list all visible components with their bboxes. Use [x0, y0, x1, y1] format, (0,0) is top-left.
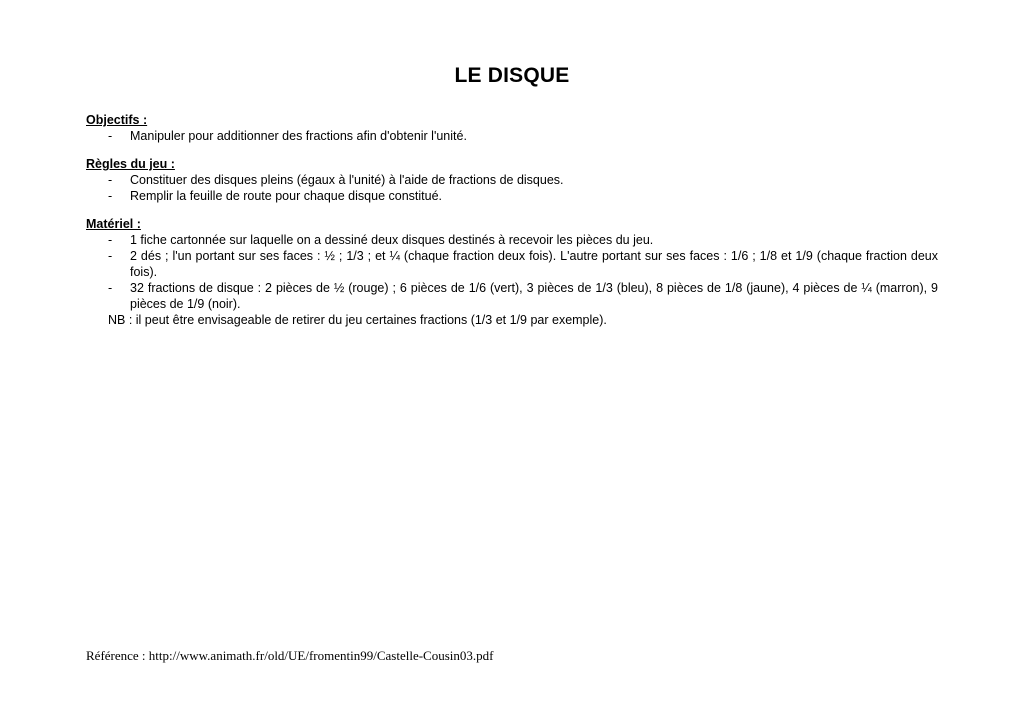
section-heading-objectifs: Objectifs : [86, 113, 148, 127]
bullet-dash: - [108, 233, 113, 247]
document-title: LE DISQUE [454, 64, 570, 87]
bullet-dash: - [108, 173, 113, 187]
section-regles [86, 156, 938, 204]
regles-list [86, 172, 938, 204]
list-item-text: 1 fiche cartonnée sur laquelle on a dessiné deux disques destinés à recevoir les pièces du jeu. [130, 233, 654, 247]
list-item [86, 280, 938, 312]
materiel-list [86, 232, 938, 312]
list-item [86, 128, 938, 144]
section-objectifs [86, 112, 938, 144]
bullet-dash: - [108, 129, 113, 143]
bullet-dash: - [108, 249, 113, 263]
list-item-text: 2 dés ; l'un portant sur ses faces : ½ ; 1/3 ; et ¼ (chaque fraction deux fois). L'autre portant sur ses faces : 1/6 ; 1/8 et 1/9 (chaque fraction deux fois). [130, 249, 938, 279]
list-item [86, 188, 938, 204]
reference-citation: Référence : http://www.animath.fr/old/UE/fromentin99/Castelle-Cousin03.pdf [86, 648, 494, 663]
materiel-note: NB : il peut être envisageable de retirer du jeu certaines fractions (1/3 et 1/9 par exemple). [108, 313, 607, 327]
list-item-text: Constituer des disques pleins (égaux à l'unité) à l'aide de fractions de disques. [130, 173, 564, 187]
section-heading-regles: Règles du jeu : [86, 157, 175, 171]
section-heading-materiel: Matériel : [86, 217, 141, 231]
bullet-dash: - [108, 281, 113, 295]
bullet-dash: - [108, 189, 113, 203]
list-item [86, 172, 938, 188]
section-materiel [86, 216, 938, 328]
list-item-text: 32 fractions de disque : 2 pièces de ½ (rouge) ; 6 pièces de 1/6 (vert), 3 pièces de 1/3 (bleu), 8 pièces de 1/8 (jaune), 4 pièces de ¼ (marron), 9 pièces de 1/9 (noir). [130, 281, 938, 311]
list-item [86, 248, 938, 280]
document-content [86, 112, 938, 340]
list-item-text: Manipuler pour additionner des fractions afin d'obtenir l'unité. [130, 129, 467, 143]
objectifs-list [86, 128, 938, 144]
list-item-text: Remplir la feuille de route pour chaque disque constitué. [130, 189, 442, 203]
list-item [86, 232, 938, 248]
